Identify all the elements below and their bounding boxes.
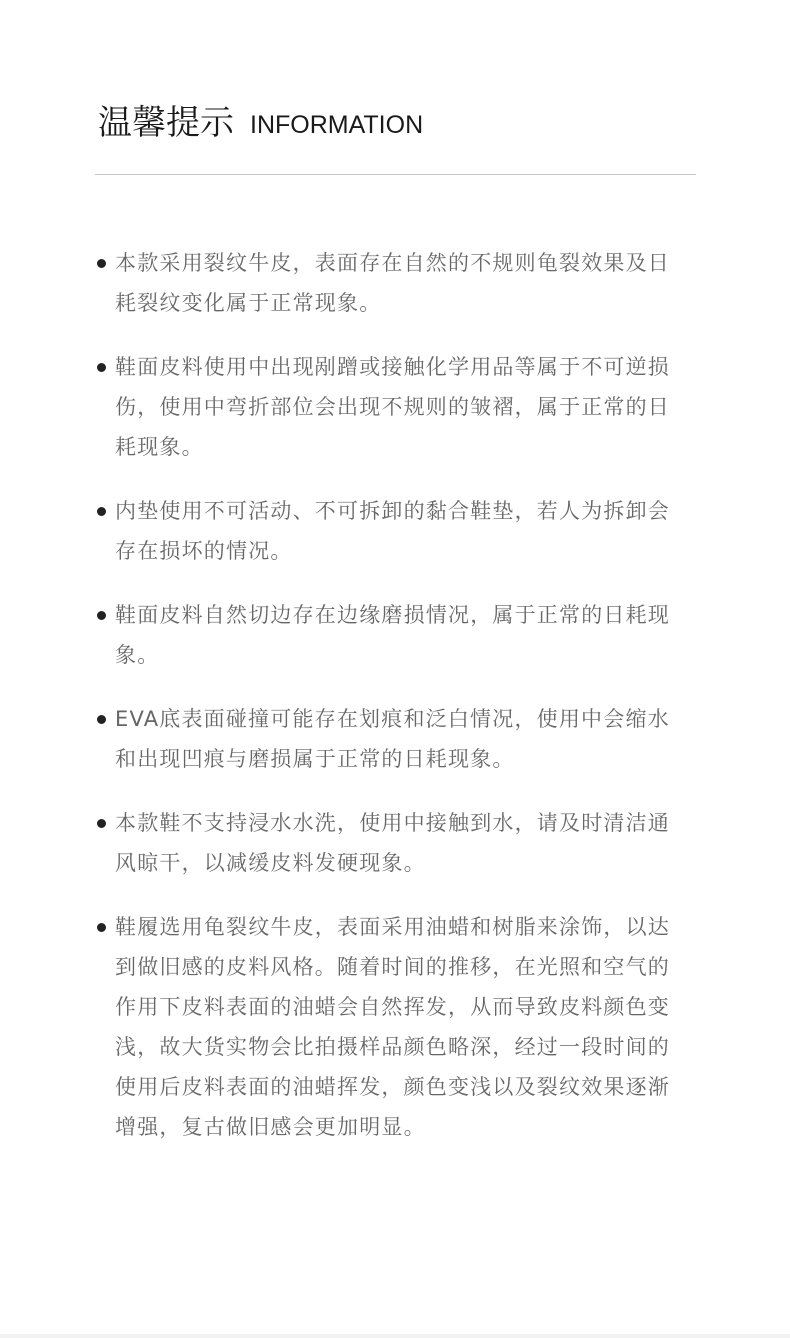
note-item xyxy=(96,491,692,571)
note-text: 内垫使用不可活动、不可拆卸的黏合鞋垫，若人为拆卸会存在损坏的情况。 xyxy=(115,499,670,563)
note-item xyxy=(96,907,692,1147)
note-item xyxy=(96,243,692,323)
section-header xyxy=(98,100,423,146)
note-item xyxy=(96,803,692,883)
note-text: 鞋面皮料自然切边存在边缘磨损情况，属于正常的日耗现象。 xyxy=(115,603,670,667)
bullet-dot-icon xyxy=(97,819,106,828)
note-item xyxy=(96,347,692,467)
bottom-edge xyxy=(0,1334,790,1338)
note-text: 本款采用裂纹牛皮，表面存在自然的不规则龟裂效果及日耗裂纹变化属于正常现象。 xyxy=(115,251,670,315)
notes-list xyxy=(96,243,692,1171)
bullet-dot-icon xyxy=(97,507,106,516)
header-divider xyxy=(95,174,696,175)
bullet-dot-icon xyxy=(97,715,106,724)
note-text: EVA底表面碰撞可能存在划痕和泛白情况，使用中会缩水和出现凹痕与磨损属于正常的日耗现象。 xyxy=(115,707,670,771)
note-text: 鞋面皮料使用中出现剐蹭或接触化学用品等属于不可逆损伤，使用中弯折部位会出现不规则的皱褶，属于正常的日耗现象。 xyxy=(115,355,670,459)
bullet-dot-icon xyxy=(97,363,106,372)
bullet-dot-icon xyxy=(97,259,106,268)
page-title: 温馨提示 xyxy=(98,103,234,143)
note-item xyxy=(96,699,692,779)
note-item xyxy=(96,595,692,675)
note-text: 本款鞋不支持浸水水洗，使用中接触到水，请及时清洁通风晾干，以减缓皮料发硬现象。 xyxy=(115,811,670,875)
page-subtitle: INFORMATION xyxy=(250,111,424,139)
bullet-dot-icon xyxy=(97,923,106,932)
bullet-dot-icon xyxy=(97,611,106,620)
note-text: 鞋履选用龟裂纹牛皮，表面采用油蜡和树脂来涂饰，以达到做旧感的皮料风格。随着时间的推移，在光照和空气的作用下皮料表面的油蜡会自然挥发，从而导致皮料颜色变浅，故大货实物会比拍摄样品颜色略深，经过一段时间的使用后皮料表面的油蜡挥发，颜色变浅以及裂纹效果逐渐增强，复古做旧感会更加明显。 xyxy=(115,915,670,1139)
